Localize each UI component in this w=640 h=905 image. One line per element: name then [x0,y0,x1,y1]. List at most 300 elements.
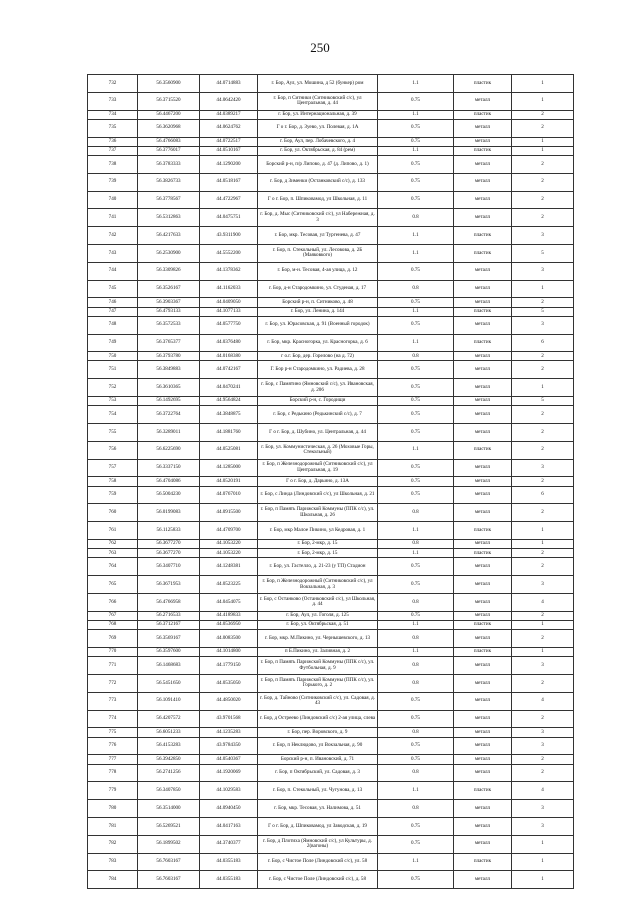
material-cell: пластик [454,647,512,656]
latitude-cell: 56.1492695 [138,397,200,406]
address-cell: г. Бор, п Октябрьский, ул. Садовая, д. 3 [258,764,378,782]
longitude-cell: 44.0536950 [200,620,258,629]
table-row [88,764,574,782]
address-cell: г. Бор, с Останково (Останковский с/с), ул Школьная, д. 44 [258,594,378,612]
table-row [88,674,574,692]
row-number-cell: 738 [88,155,138,173]
table-row [88,594,574,612]
longitude-cell: 44.0518167 [200,173,258,191]
row-number-cell: 741 [88,209,138,227]
longitude-cell: 44.0454075 [200,594,258,612]
row-number-cell: 768 [88,620,138,629]
material-cell: металл [454,657,512,675]
material-cell: металл [454,191,512,209]
longitude-cell: 44.1285000 [200,459,258,477]
container-volume-cell: 0.75 [378,710,454,728]
row-number-cell: 763 [88,549,138,558]
table-row [88,298,574,307]
material-cell: металл [454,594,512,612]
address-cell: г. Бор, ул. Интернациональная, д. 39 [258,110,378,119]
material-cell: пластик [454,334,512,352]
row-number-cell: 782 [88,835,138,853]
address-cell: г. Бор, д. Тайново (Ситниковский с/с), ул. Садовая, д. 43 [258,692,378,710]
row-number-cell: 773 [88,692,138,710]
table-row [88,92,574,110]
longitude-cell: 44.0940450 [200,800,258,818]
container-volume-cell: 0.8 [378,540,454,549]
latitude-cell: 56.3778567 [138,191,200,209]
latitude-cell: 56.7603167 [138,853,200,871]
address-cell: Г о г. Бор, д. Зуево, ул. Полевая, д. 1А [258,119,378,137]
material-cell: пластик [454,782,512,800]
table-row [88,620,574,629]
container-count-cell: 2 [512,558,574,576]
row-number-cell: 744 [88,262,138,280]
material-cell: металл [454,477,512,486]
row-number-cell: 762 [88,540,138,549]
material-cell: металл [454,459,512,477]
address-cell: г. Бор, ул. Октябрьская, д. 84 (рем) [258,146,378,155]
container-volume-cell: 0.8 [378,209,454,227]
material-cell: пластик [454,441,512,459]
container-volume-cell: 1.1 [378,334,454,352]
container-count-cell: 1 [512,280,574,298]
container-count-cell: 1 [512,522,574,540]
material-cell: металл [454,576,512,594]
container-count-cell: 3 [512,227,574,245]
table-row [88,191,574,209]
row-number-cell: 777 [88,755,138,764]
table-row [88,397,574,406]
material-cell: металл [454,173,512,191]
latitude-cell: 56.4217633 [138,227,200,245]
address-cell: г. Бор, п Память Парижской Коммуны (ППК с/с), ул. Школьная, д. 26 [258,504,378,522]
longitude-cell: 44.0525081 [200,441,258,459]
container-count-cell: 2 [512,441,574,459]
table-row [88,692,574,710]
page-number: 250 [310,40,330,55]
row-number-cell: 766 [88,594,138,612]
latitude-cell: 56.1091410 [138,692,200,710]
table-row [88,334,574,352]
table-row [88,110,574,119]
address-cell: г. Бор, Аул, ул. Гоголя, д. 125 [258,611,378,620]
row-number-cell: 745 [88,280,138,298]
address-cell: г. Бор, ул. Юрасовская, д. 91 (Военный городок) [258,316,378,334]
table-row [88,755,574,764]
address-cell: г. Бор, 2-мкр, д. 15 [258,540,378,549]
address-cell: г. Бор, п Неклюдово, ул Вокзальная, д. 90 [258,737,378,755]
container-count-cell: 1 [512,379,574,397]
container-count-cell: 1 [512,146,574,155]
container-volume-cell: 0.75 [378,316,454,334]
container-volume-cell: 0.75 [378,755,454,764]
container-count-cell: 2 [512,630,574,648]
address-cell: г. Бор, п Железнодорожный (Ситниковский с/с), ул Вокзальная, д. 3 [258,576,378,594]
container-count-cell: 3 [512,576,574,594]
table-row [88,316,574,334]
table-row [88,477,574,486]
latitude-cell: 56.1125833 [138,522,200,540]
container-count-cell: 2 [512,155,574,173]
row-number-cell: 746 [88,298,138,307]
table-row [88,244,574,262]
row-number-cell: 750 [88,352,138,361]
address-cell: г. Бор, п Железнодорожный (Ситниковский с/с), ул Центральная, д. 19 [258,459,378,477]
longitude-cell: 44.0915500 [200,504,258,522]
row-number-cell: 781 [88,817,138,835]
container-volume-cell: 0.75 [378,424,454,442]
longitude-cell: 44.0523225 [200,576,258,594]
container-count-cell: 4 [512,594,574,612]
latitude-cell: 56.3722764 [138,406,200,424]
container-count-cell: 3 [512,657,574,675]
table-row [88,262,574,280]
table-row [88,424,574,442]
row-number-cell: 747 [88,307,138,316]
material-cell: металл [454,406,512,424]
address-cell: Г о г. Бор, п. Шпиковамод, ул Школьная, д. 11 [258,191,378,209]
table-row [88,549,574,558]
address-cell: г. Бор, с Чистое Поле (Линдовский с/с), д. 58 [258,871,378,889]
latitude-cell: 56.2530900 [138,244,200,262]
row-number-cell: 757 [88,459,138,477]
container-volume-cell: 0.75 [378,737,454,755]
latitude-cell: 56.5004230 [138,486,200,504]
table-row [88,558,574,576]
longitude-cell: 44.0577750 [200,316,258,334]
container-volume-cell: 1.1 [378,853,454,871]
container-count-cell: 5 [512,244,574,262]
latitude-cell: 56.3849883 [138,361,200,379]
row-number-cell: 755 [88,424,138,442]
address-cell: г. Бор, п Память Парижской Коммуны (ППК с/с), ул. Футбольная, д. 9 [258,657,378,675]
row-number-cell: 767 [88,611,138,620]
longitude-cell: 43.9784350 [200,737,258,755]
latitude-cell: 56.3942850 [138,755,200,764]
container-volume-cell: 1.1 [378,549,454,558]
longitude-cell: 44.5552200 [200,244,258,262]
row-number-cell: 761 [88,522,138,540]
latitude-cell: 56.1468683 [138,657,200,675]
table-row [88,657,574,675]
latitude-cell: 56.3407850 [138,782,200,800]
longitude-cell: 44.0714883 [200,75,258,93]
registry-table-container [87,74,573,889]
address-cell: г. Бор, д Остреево (Линдовский с/с) 2-ая улица, слева [258,710,378,728]
longitude-cell: 43.9311900 [200,227,258,245]
row-number-cell: 752 [88,379,138,397]
row-number-cell: 772 [88,674,138,692]
material-cell: пластик [454,522,512,540]
row-number-cell: 783 [88,853,138,871]
longitude-cell: 44.0355183 [200,853,258,871]
latitude-cell: 56.3677270 [138,549,200,558]
latitude-cell: 56.3620968 [138,119,200,137]
material-cell: металл [454,728,512,737]
registry-table-body [88,75,574,889]
container-volume-cell: 1.1 [378,522,454,540]
container-volume-cell: 1.1 [378,227,454,245]
table-row [88,710,574,728]
registry-table [87,74,574,889]
material-cell: металл [454,755,512,764]
container-count-cell: 2 [512,173,574,191]
latitude-cell: 56.3671953 [138,576,200,594]
row-number-cell: 758 [88,477,138,486]
table-row [88,441,574,459]
table-row [88,155,574,173]
container-count-cell: 2 [512,352,574,361]
container-volume-cell: 0.75 [378,191,454,209]
longitude-cell: 44.4850020 [200,692,258,710]
longitude-cell: 44.4722967 [200,191,258,209]
material-cell: металл [454,280,512,298]
material-cell: металл [454,611,512,620]
container-volume-cell: 0.75 [378,835,454,853]
container-count-cell: 6 [512,334,574,352]
table-row [88,75,574,93]
container-count-cell: 4 [512,782,574,800]
longitude-cell: 44.0389217 [200,110,258,119]
address-cell: г. Бор, д. Мыс (Ситниковский с/с), ул Набережная, д. 3 [258,209,378,227]
container-count-cell: 3 [512,800,574,818]
address-cell: г. Бор, мкр. Тесовая, ул Тургенева, д. 47 [258,227,378,245]
address-cell: п Б.Пикино, ул. Заливная, д. 2 [258,647,378,656]
table-row [88,406,574,424]
material-cell: пластик [454,307,512,316]
table-row [88,459,574,477]
latitude-cell: 56.3526167 [138,280,200,298]
latitude-cell: 56.2741256 [138,764,200,782]
table-row [88,630,574,648]
longitude-cell: 44.1881760 [200,424,258,442]
container-count-cell: 1 [512,871,574,889]
table-row [88,800,574,818]
latitude-cell: 56.3597600 [138,647,200,656]
material-cell: металл [454,558,512,576]
address-cell: г. Бор, Аул, пер. Лобачевского, д. 4 [258,137,378,146]
address-cell: г. Бор, п Ситники (Ситниковский с/с), ул Центральная, д. 44 [258,92,378,110]
material-cell: пластик [454,227,512,245]
longitude-cell: 44.1014800 [200,647,258,656]
longitude-cell: 44.4709700 [200,522,258,540]
latitude-cell: 56.4766083 [138,137,200,146]
row-number-cell: 784 [88,871,138,889]
container-count-cell: 6 [512,486,574,504]
longitude-cell: 44.3740377 [200,835,258,853]
material-cell: металл [454,262,512,280]
longitude-cell: 44.0722517 [200,137,258,146]
latitude-cell: 56.3610365 [138,379,200,397]
container-count-cell: 2 [512,611,574,620]
latitude-cell: 56.3826733 [138,173,200,191]
container-count-cell: 2 [512,406,574,424]
row-number-cell: 765 [88,576,138,594]
address-cell: г. Бор, мкр. Тесовая, ул. Налимова, д. 51 [258,800,378,818]
longitude-cell: 44.1378362 [200,262,258,280]
latitude-cell: 56.3572533 [138,316,200,334]
address-cell: г. Бор, с Чистое Поле (Линдовский с/с), ул. 58 [258,853,378,871]
container-volume-cell: 1.1 [378,110,454,119]
table-row [88,352,574,361]
container-count-cell: 3 [512,737,574,755]
longitude-cell: 44.1779150 [200,657,258,675]
container-count-cell: 2 [512,755,574,764]
table-row [88,576,574,594]
address-cell: Борский р-н, с. Городищи [258,397,378,406]
container-count-cell: 4 [512,692,574,710]
material-cell: металл [454,298,512,307]
longitude-cell: 44.0168380 [200,352,258,361]
longitude-cell: 43.9701568 [200,710,258,728]
longitude-cell: 44.0355183 [200,871,258,889]
material-cell: металл [454,817,512,835]
latitude-cell: 56.3677270 [138,540,200,549]
address-cell: г. Бор, с Редькино (Редькинский с/с), д. 7 [258,406,378,424]
longitude-cell: 44.0540367 [200,755,258,764]
material-cell: металл [454,692,512,710]
container-volume-cell: 0.75 [378,477,454,486]
longitude-cell: 44.4189833 [200,611,258,620]
table-row [88,119,574,137]
latitude-cell: 56.5312863 [138,209,200,227]
material-cell: металл [454,352,512,361]
address-cell: г. Бор, п Память Парижской Коммуны (ППК с/с), ул. Горького, д. 2 [258,674,378,692]
table-row [88,361,574,379]
row-number-cell: 776 [88,737,138,755]
table-row [88,647,574,656]
material-cell: пластик [454,146,512,155]
container-count-cell: 2 [512,110,574,119]
table-row [88,486,574,504]
container-count-cell: 1 [512,75,574,93]
longitude-cell: 44.0742167 [200,361,258,379]
container-count-cell: 3 [512,459,574,477]
row-number-cell: 743 [88,244,138,262]
material-cell: металл [454,92,512,110]
row-number-cell: 779 [88,782,138,800]
container-volume-cell: 0.8 [378,728,454,737]
material-cell: пластик [454,75,512,93]
container-count-cell: 3 [512,262,574,280]
table-row [88,307,574,316]
longitude-cell: 44.1920069 [200,764,258,782]
row-number-cell: 769 [88,630,138,648]
container-count-cell: 2 [512,361,574,379]
row-number-cell: 732 [88,75,138,93]
table-row [88,280,574,298]
table-row [88,540,574,549]
longitude-cell: 44.1248381 [200,558,258,576]
address-cell: Борский р-н, п. Ситниково, д. 48 [258,298,378,307]
latitude-cell: 56.3903367 [138,298,200,307]
latitude-cell: 56.7603167 [138,871,200,889]
container-volume-cell: 0.75 [378,361,454,379]
container-volume-cell: 0.75 [378,262,454,280]
row-number-cell: 734 [88,110,138,119]
container-volume-cell: 1.1 [378,75,454,93]
longitude-cell: 44.0510167 [200,146,258,155]
longitude-cell: 44.0376480 [200,334,258,352]
address-cell: г. Бор, м-н. Тесовая, 4-ая улица, д. 12 [258,262,378,280]
container-volume-cell: 0.75 [378,871,454,889]
address-cell: г. Бор, мкр Малое Пикино, ул Кедровая, д. 1 [258,522,378,540]
container-volume-cell: 0.75 [378,486,454,504]
container-count-cell: 2 [512,477,574,486]
longitude-cell: 44.0767010 [200,486,258,504]
latitude-cell: 56.3783333 [138,155,200,173]
address-cell: Г о г. Бор, д. Шубино, ул. Центральная, д. 44 [258,424,378,442]
address-cell: г. Бор, п. Стекольный, ул. Лесовова, д. 2Б (Маяковкого) [258,244,378,262]
table-row [88,137,574,146]
container-volume-cell: 0.8 [378,630,454,648]
container-volume-cell: 1.1 [378,782,454,800]
container-volume-cell: 0.8 [378,764,454,782]
address-cell: г. Бор, мкр. Красногорка, ул. Красногорка, д. 6 [258,334,378,352]
latitude-cell: 56.5269521 [138,817,200,835]
container-volume-cell: 1.1 [378,146,454,155]
table-row [88,611,574,620]
latitude-cell: 56.4467200 [138,110,200,119]
table-row [88,173,574,191]
container-count-cell: 3 [512,817,574,835]
container-volume-cell: 0.75 [378,611,454,620]
material-cell: пластик [454,110,512,119]
address-cell: Г о г. Бор, д. Дарьино, д. 13А [258,477,378,486]
longitude-cell: 44.9564824 [200,397,258,406]
row-number-cell: 780 [88,800,138,818]
container-count-cell: 3 [512,316,574,334]
material-cell: пластик [454,549,512,558]
material-cell: металл [454,737,512,755]
longitude-cell: 44.0535050 [200,674,258,692]
latitude-cell: 56.3407710 [138,558,200,576]
container-volume-cell: 1.1 [378,620,454,629]
latitude-cell: 56.3712167 [138,620,200,629]
material-cell: металл [454,424,512,442]
table-row [88,522,574,540]
container-volume-cell: 0.75 [378,397,454,406]
material-cell: металл [454,119,512,137]
container-volume-cell: 1.1 [378,307,454,316]
material-cell: металл [454,361,512,379]
row-number-cell: 733 [88,92,138,110]
longitude-cell: 44.0520191 [200,477,258,486]
address-cell: Борский р-н, п/р Липово, д. 47 (д. Липово, д. 1) [258,155,378,173]
row-number-cell: 737 [88,146,138,155]
container-volume-cell: 0.8 [378,800,454,818]
address-cell: г. Бор, д Зименки (Останковский с/с), д. 133 [258,173,378,191]
address-cell: Г о г. Бор, д. Шпиковамод, ул Заводская, д. 19 [258,817,378,835]
latitude-cell: 56.3309826 [138,262,200,280]
material-cell: металл [454,764,512,782]
row-number-cell: 771 [88,657,138,675]
latitude-cell: 56.3289011 [138,424,200,442]
material-cell: металл [454,155,512,173]
latitude-cell: 56.3337150 [138,459,200,477]
container-count-cell: 5 [512,307,574,316]
container-count-cell: 2 [512,710,574,728]
container-volume-cell: 0.75 [378,379,454,397]
container-volume-cell: 0.75 [378,137,454,146]
material-cell: металл [454,710,512,728]
table-row [88,737,574,755]
table-row [88,504,574,522]
container-volume-cell: 0.75 [378,459,454,477]
latitude-cell: 56.6225690 [138,441,200,459]
latitude-cell: 56.2716533 [138,611,200,620]
